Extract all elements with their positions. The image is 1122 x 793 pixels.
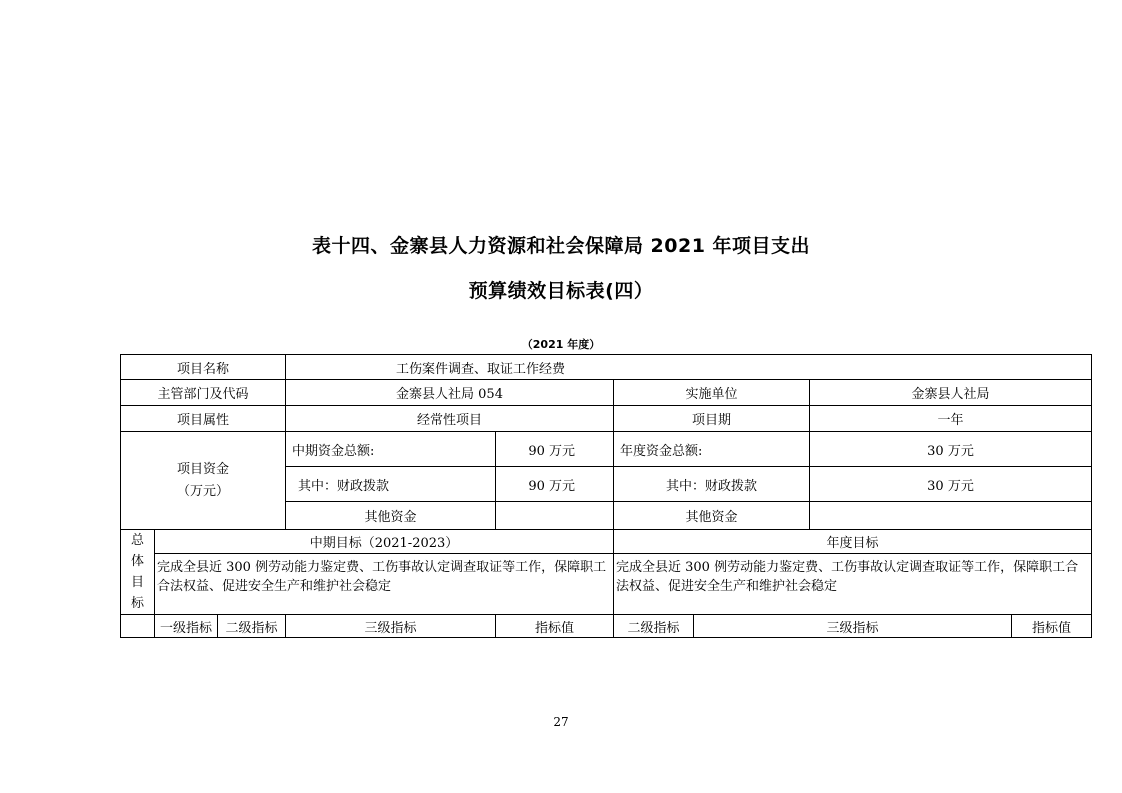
overall-goal-char: 体	[130, 554, 144, 569]
dept-label: 主管部门及代码	[121, 380, 286, 406]
annual-other-label: 其他资金	[614, 502, 810, 530]
indicator-blank	[121, 615, 155, 638]
annual-total-label: 年度资金总额:	[614, 432, 810, 467]
indicator-header: 指标值	[1012, 615, 1092, 638]
attr-label: 项目属性	[121, 406, 286, 432]
indicator-header: 二级指标	[614, 615, 694, 638]
period-value: 一年	[810, 406, 1092, 432]
indicator-header: 三级指标	[286, 615, 496, 638]
impl-unit-label: 实施单位	[614, 380, 810, 406]
overall-goal-label	[121, 530, 155, 615]
annual-fiscal-value: 30 万元	[810, 467, 1092, 502]
period-label: 项目期	[614, 406, 810, 432]
mid-other-value	[496, 502, 614, 530]
mid-total-value: 90 万元	[496, 432, 614, 467]
indicator-header: 指标值	[496, 615, 614, 638]
annual-total-value: 30 万元	[810, 432, 1092, 467]
mid-fiscal-value: 90 万元	[496, 467, 614, 502]
annual-goal-label: 年度目标	[614, 530, 1092, 554]
row-department	[121, 380, 1092, 406]
impl-unit-value: 金寨县人社局	[810, 380, 1092, 406]
funds-label-line2: （万元）	[176, 483, 229, 499]
mid-goal-label: 中期目标（2021-2023）	[155, 530, 614, 554]
budget-performance-table	[120, 354, 1092, 638]
annual-fiscal-label: 其中：财政拨款	[614, 467, 810, 502]
mid-total-label: 中期资金总额:	[286, 432, 496, 467]
annual-other-value	[810, 502, 1092, 530]
indicator-header: 三级指标	[694, 615, 1012, 638]
document-title-line2: 预算绩效目标表(四）	[468, 280, 654, 302]
mid-fiscal-label: 其中：财政拨款	[286, 467, 496, 502]
funds-label-line1: 项目资金	[176, 461, 229, 477]
overall-goal-char: 总	[130, 533, 144, 548]
row-indicator-headers	[121, 615, 1092, 638]
funds-label	[121, 432, 286, 530]
row-goal-headers	[121, 530, 1092, 554]
row-goal-text	[121, 553, 1092, 614]
project-name-value: 工伤案件调查、取证工作经费	[286, 355, 1092, 380]
mid-other-label: 其他资金	[286, 502, 496, 530]
annual-goal-text: 完成全县近 300 例劳动能力鉴定费、工伤事故认定调查取证等工作，保障职工合法权益、促进安全生产和维护社会稳定	[614, 553, 1092, 614]
indicator-header: 一级指标	[155, 615, 218, 638]
year-label: （2021 年度）	[521, 338, 601, 351]
dept-value: 金寨县人社局 054	[286, 380, 614, 406]
mid-goal-text: 完成全县近 300 例劳动能力鉴定费、工伤事故认定调查取证等工作，保障职工合法权益、促进安全生产和维护社会稳定	[155, 553, 614, 614]
row-funds-total	[121, 432, 1092, 467]
attr-value: 经常性项目	[286, 406, 614, 432]
project-name-label: 项目名称	[121, 355, 286, 380]
row-attribute	[121, 406, 1092, 432]
document-title-line1: 表十四、金寨县人力资源和社会保障局 2021 年项目支出	[311, 235, 811, 257]
page-number: 27	[553, 715, 569, 729]
overall-goal-char: 目	[130, 575, 144, 590]
overall-goal-char: 标	[130, 596, 144, 611]
indicator-header: 二级指标	[218, 615, 286, 638]
row-project-name	[121, 355, 1092, 380]
